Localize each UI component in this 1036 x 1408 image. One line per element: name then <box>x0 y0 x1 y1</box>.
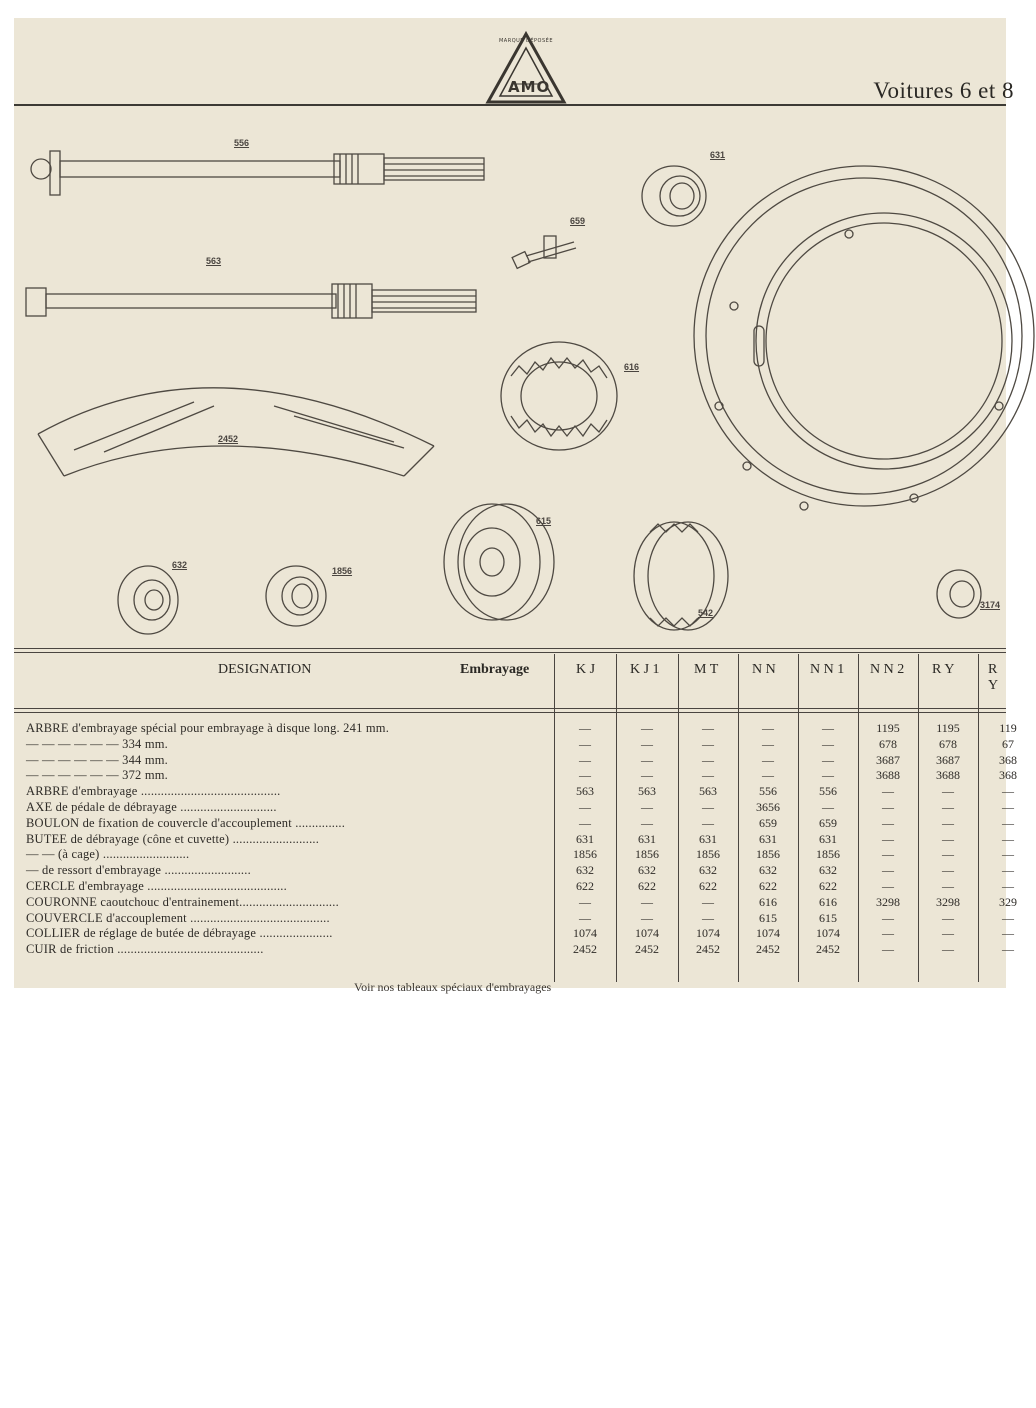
col-header: N N 1 <box>810 662 845 677</box>
part-label: 556 <box>234 138 250 148</box>
table-row-label: CUIR de friction ............................................ <box>26 942 264 957</box>
table-cell: 632 <box>638 863 656 878</box>
table-cell: — <box>882 800 894 814</box>
bolt-659-drawing <box>512 236 576 268</box>
table-cell: 2452 <box>573 942 597 957</box>
table-cell: 616 <box>819 894 837 909</box>
table-cell: 659 <box>819 815 837 830</box>
table-row-label: COUVERCLE d'accouplement .......................................... <box>26 910 330 925</box>
table-cell: — <box>1002 784 1014 799</box>
table-cell: — <box>882 926 894 941</box>
parts-table <box>14 648 1017 988</box>
table-top-rule <box>14 648 1006 649</box>
table-cell: — <box>702 815 714 830</box>
table-cell: — <box>1002 800 1014 814</box>
table-footnote: Voir nos tableaux spéciaux d'embrayages <box>354 980 552 994</box>
table-cell: 632 <box>759 863 777 878</box>
table-cell: — <box>641 800 653 814</box>
table-cell: 2452 <box>635 942 659 957</box>
table-cell: — <box>1002 863 1014 878</box>
table-cell: — <box>579 894 591 909</box>
shaft-563-drawing <box>26 284 476 318</box>
bearing-1856-drawing <box>266 566 326 626</box>
table-cell: — <box>1002 942 1014 957</box>
table-cell: 678 <box>939 736 957 751</box>
table-cell: — <box>1002 847 1014 862</box>
table-cell: — <box>1002 926 1014 941</box>
table-cell: 3298 <box>876 894 900 909</box>
table-cell: — <box>762 721 774 735</box>
table-cell: — <box>762 752 774 767</box>
table-cell: 1074 <box>756 926 780 941</box>
table-cell: 631 <box>576 831 594 846</box>
table-cell: — <box>641 752 653 767</box>
table-cell: 556 <box>819 784 837 799</box>
table-cell: 2452 <box>756 942 780 957</box>
friction-lining-2452-drawing <box>38 388 434 476</box>
table-row-label: ARBRE d'embrayage .......................................... <box>26 784 281 799</box>
table-cell: — <box>1002 815 1014 830</box>
table-cell: 1074 <box>635 926 659 941</box>
table-cell: 1856 <box>635 847 659 862</box>
washer-632-drawing <box>118 566 178 634</box>
designation-header: DESIGNATION <box>218 662 312 677</box>
table-cell: — <box>641 815 653 830</box>
col-header: R Y <box>932 662 955 677</box>
table-cell: — <box>822 800 834 814</box>
table-cell: — <box>641 721 653 735</box>
table-cell: 632 <box>699 863 717 878</box>
table-row-label: — — (à cage) .......................... <box>26 847 190 862</box>
part-label: 3174 <box>980 600 1001 610</box>
table-body <box>26 721 566 958</box>
table-cell: — <box>942 863 954 878</box>
col-header: M T <box>694 662 719 677</box>
table-top-rule-2 <box>14 652 1006 653</box>
table-cell: — <box>882 847 894 862</box>
table-cell: 2452 <box>816 942 840 957</box>
gear-542-drawing <box>634 522 728 630</box>
part-label: 615 <box>536 516 552 526</box>
col-header: N N 2 <box>870 662 905 677</box>
table-cell: — <box>579 910 591 925</box>
part-label: 1856 <box>332 566 353 576</box>
table-cell: 563 <box>699 784 717 799</box>
table-row-label: COLLIER de réglage de butée de débrayage ...................... <box>26 926 333 941</box>
table-cell: — <box>882 863 894 878</box>
table-cell: — <box>882 784 894 799</box>
table-cell: 3687 <box>876 752 900 767</box>
table-cell: 659 <box>759 815 777 830</box>
table-cell: — <box>579 752 591 767</box>
table-cell: 616 <box>759 894 777 909</box>
column-divider <box>616 654 617 982</box>
table-cell: 615 <box>819 910 837 925</box>
col-header: R Y <box>988 662 999 693</box>
table-cell: 622 <box>576 879 594 893</box>
part-label: 542 <box>698 608 714 618</box>
table-cell: — <box>942 784 954 799</box>
table-cell: 563 <box>638 784 656 799</box>
logo-ring-text: MARQUE DÉPOSÉE <box>498 38 553 44</box>
table-cell: 1074 <box>696 926 720 941</box>
table-cell: — <box>702 894 714 909</box>
shaft-556-drawing <box>31 151 484 195</box>
table-cell: 615 <box>759 910 777 925</box>
table-cell: 329 <box>999 894 1017 909</box>
table-row-label: — — — — — — 344 mm. <box>26 752 168 767</box>
table-row-label: CERCLE d'embrayage .......................................... <box>26 878 287 893</box>
table-cell: — <box>942 926 954 941</box>
nut-3174-drawing <box>937 570 981 618</box>
table-cell: — <box>882 910 894 925</box>
table-cell: — <box>641 736 653 751</box>
table-cell: — <box>579 800 591 814</box>
column-divider <box>918 654 919 982</box>
col-header: N N <box>752 662 776 677</box>
table-cell: — <box>942 831 954 846</box>
column-divider <box>978 654 979 982</box>
table-cell: — <box>702 768 714 783</box>
clutch-cover-drawing <box>694 166 1034 510</box>
table-row-label: BOULON de fixation de couvercle d'accouplement ............... <box>26 815 346 830</box>
table-cell: 631 <box>759 831 777 846</box>
table-cell: — <box>641 910 653 925</box>
table-cell: — <box>762 736 774 751</box>
table-cell: 1856 <box>696 847 720 862</box>
table-cell: — <box>702 736 714 751</box>
table-cell: 119 <box>999 721 1017 735</box>
table-cell: 368 <box>999 752 1017 767</box>
table-cell: 3688 <box>936 768 960 783</box>
table-cell: — <box>822 736 834 751</box>
table-cell: 622 <box>638 879 656 893</box>
table-cell: — <box>822 752 834 767</box>
table-cell: 2452 <box>696 942 720 957</box>
table-cell: 67 <box>1002 736 1014 751</box>
col-header: K J 1 <box>630 662 660 677</box>
table-cell: 1195 <box>936 721 960 735</box>
table-cell: 622 <box>699 879 717 893</box>
table-cell: — <box>822 721 834 735</box>
catalog-page <box>14 18 1017 994</box>
table-row-label: — — — — — — 334 mm. <box>26 736 168 751</box>
table-cell: 622 <box>759 879 777 893</box>
column-divider <box>798 654 799 982</box>
table-cell: — <box>882 831 894 846</box>
table-cell: — <box>702 721 714 735</box>
part-label: 632 <box>172 560 188 570</box>
table-row-label: COURONNE caoutchouc d'entrainement.............................. <box>26 894 339 909</box>
logo-letters: AMO <box>508 78 551 96</box>
column-divider <box>858 654 859 982</box>
table-cell: — <box>762 768 774 783</box>
part-label: 631 <box>710 150 726 160</box>
table-cell: — <box>579 736 591 751</box>
parts-drawing <box>14 106 1006 646</box>
table-cell: — <box>942 910 954 925</box>
table-cell: — <box>579 768 591 783</box>
table-cell: — <box>641 894 653 909</box>
table-cell: 3298 <box>936 894 960 909</box>
table-cell: 3656 <box>756 800 780 814</box>
table-cell: 631 <box>699 831 717 846</box>
table-cell: 678 <box>879 736 897 751</box>
table-cell: 1856 <box>816 847 840 862</box>
table-cell: — <box>702 800 714 814</box>
table-cell: — <box>822 768 834 783</box>
part-label: 659 <box>570 216 586 226</box>
part-label: 616 <box>624 362 640 372</box>
table-cell: — <box>942 815 954 830</box>
table-cell: 3687 <box>936 752 960 767</box>
table-cell: — <box>942 800 954 814</box>
category-header: Embrayage <box>460 662 530 677</box>
bearing-631-drawing <box>642 166 706 226</box>
table-cell: — <box>942 942 954 957</box>
table-cell: — <box>641 768 653 783</box>
column-divider <box>738 654 739 982</box>
table-row-label: BUTEE de débrayage (cône et cuvette) .......................... <box>26 831 320 846</box>
table-cell: 1856 <box>573 847 597 862</box>
table-row-label: AXE de pédale de débrayage ............................. <box>26 799 277 814</box>
table-cell: — <box>579 721 591 735</box>
table-cell: 3688 <box>876 768 900 783</box>
table-cell: 632 <box>576 863 594 878</box>
table-cell: — <box>942 847 954 862</box>
table-cell: 563 <box>576 784 594 799</box>
table-cell: — <box>882 815 894 830</box>
table-row-label: — — — — — — 372 mm. <box>26 768 168 783</box>
page-title: Voitures 6 et 8 <box>873 78 1014 103</box>
column-divider <box>678 654 679 982</box>
table-cell: — <box>1002 831 1014 846</box>
table-cell: — <box>1002 879 1014 893</box>
table-row-label: — de ressort d'embrayage .......................... <box>26 863 251 878</box>
table-cell: — <box>579 815 591 830</box>
table-cell: 1195 <box>876 721 900 735</box>
table-cell: — <box>882 942 894 957</box>
col-header: K J <box>576 662 596 677</box>
table-cell: — <box>882 879 894 893</box>
table-cell: — <box>702 752 714 767</box>
table-cell: — <box>1002 910 1014 925</box>
table-cell: 631 <box>819 831 837 846</box>
table-cell: 1074 <box>573 926 597 941</box>
table-cell: 368 <box>999 768 1017 783</box>
part-label: 2452 <box>218 434 239 444</box>
table-cell: 556 <box>759 784 777 799</box>
table-cell: 631 <box>638 831 656 846</box>
table-cell: 1856 <box>756 847 780 862</box>
table-cell: — <box>942 879 954 893</box>
part-label: 563 <box>206 256 222 266</box>
table-cell: 632 <box>819 863 837 878</box>
gear-ring-616-drawing <box>501 342 617 450</box>
table-cell: 622 <box>819 879 837 893</box>
table-cell: 1074 <box>816 926 840 941</box>
table-cell: — <box>702 910 714 925</box>
table-row-label: ARBRE d'embrayage spécial pour embrayage à disque long. 241 mm. <box>26 721 390 735</box>
